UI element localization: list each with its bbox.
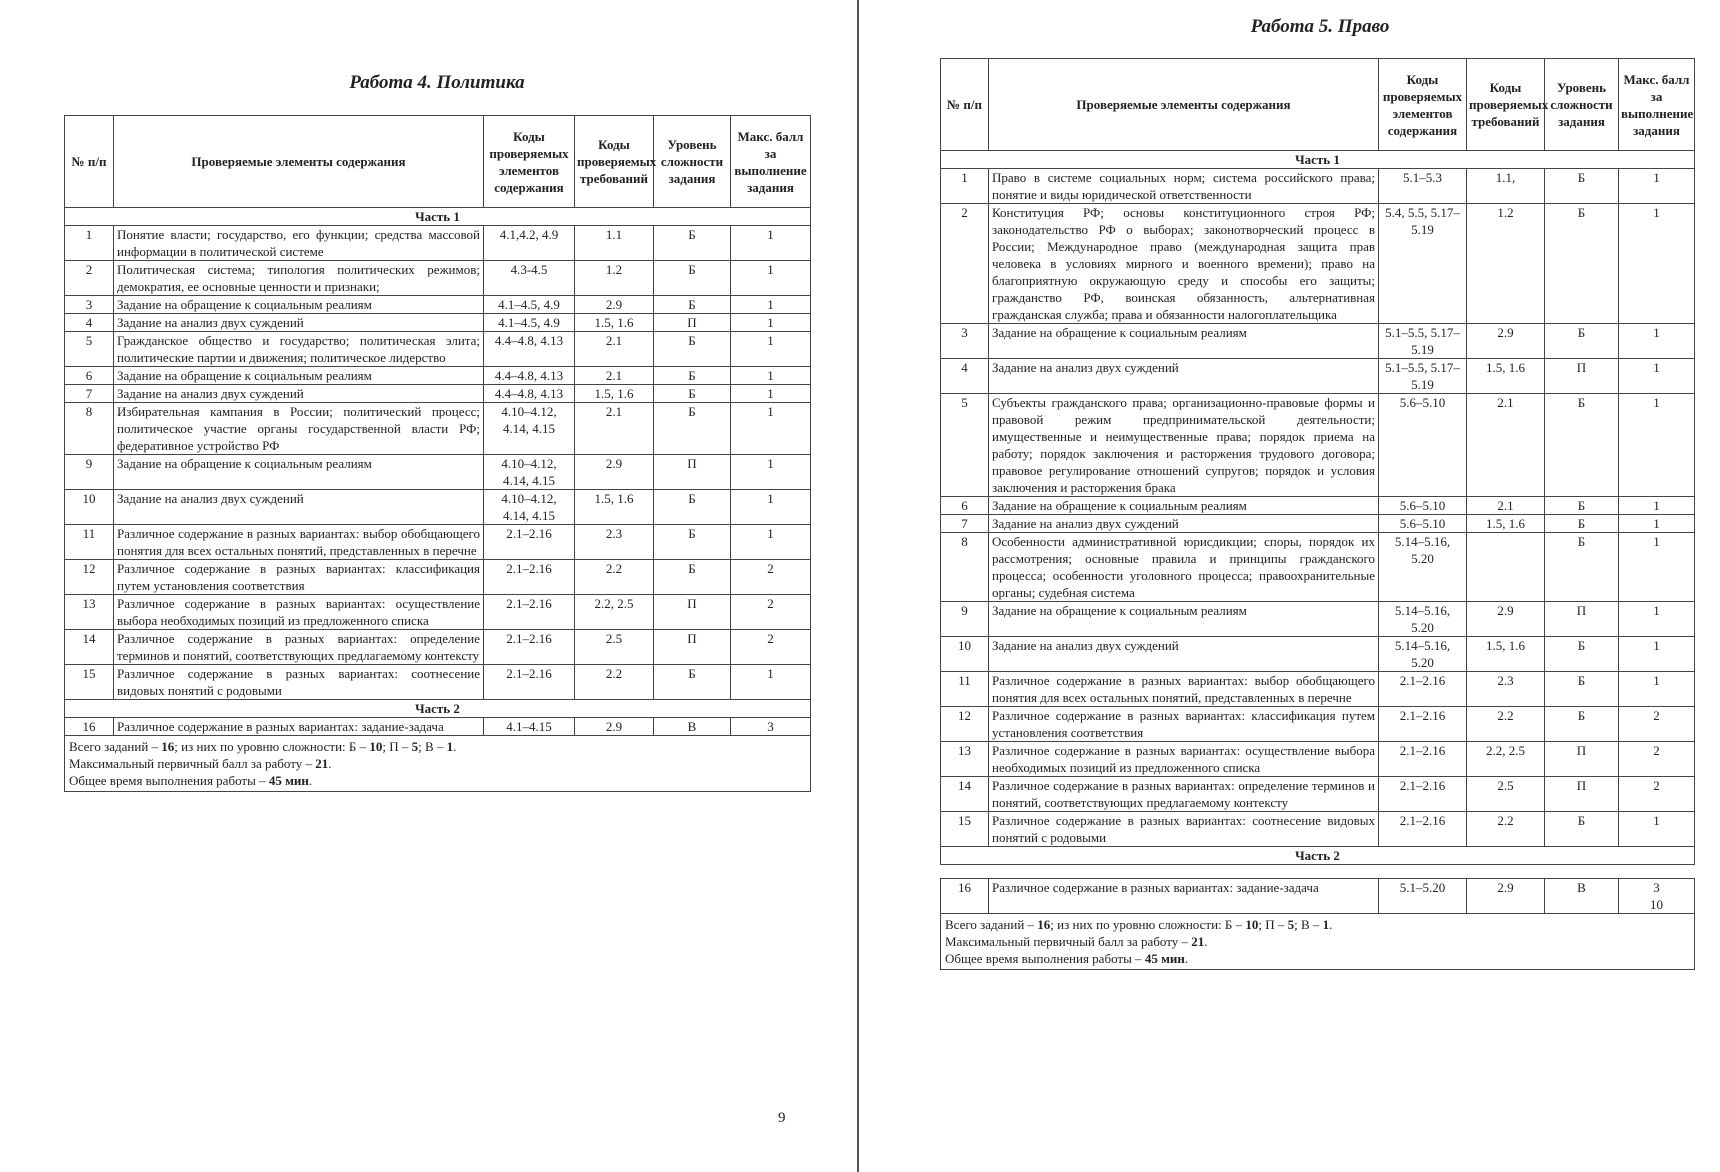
table-row xyxy=(941,169,1695,204)
row-req: 2.3 xyxy=(575,525,654,560)
row-codes: 2.1–2.16 xyxy=(484,665,575,700)
summary-row xyxy=(65,736,811,792)
row-score: 1 xyxy=(1619,169,1695,204)
row-score-value: 3 xyxy=(1653,880,1660,895)
row-req: 2.9 xyxy=(1467,602,1545,637)
row-codes: 2.1–2.16 xyxy=(1379,777,1467,812)
part-row xyxy=(65,208,811,226)
row-req: 1.1, xyxy=(1467,169,1545,204)
summary-total-tasks: Всего заданий – 16; из них по уровню сложности: Б – 10; П – 5; В – 1. xyxy=(69,739,457,754)
row-req xyxy=(1467,533,1545,602)
row-score: 1 xyxy=(1619,359,1695,394)
row-score: 1 xyxy=(731,490,811,525)
row-req: 2.1 xyxy=(1467,497,1545,515)
summary-total-tasks: Всего заданий – 16; из них по уровню сложности: Б – 10; П – 5; В – 1. xyxy=(945,917,1333,932)
row-level: П xyxy=(654,455,731,490)
row-text: Различное содержание в разных вариантах: задание-задача xyxy=(114,718,484,736)
row-codes: 5.4, 5.5, 5.17–5.19 xyxy=(1379,204,1467,324)
table-row xyxy=(941,742,1695,777)
row-score: 1 xyxy=(1619,637,1695,672)
row-codes: 4.1–4.15 xyxy=(484,718,575,736)
row-score: 1 xyxy=(731,332,811,367)
row-req: 2.9 xyxy=(575,455,654,490)
row-level: П xyxy=(1545,777,1619,812)
row-number: 14 xyxy=(65,630,114,665)
row-codes: 4.1–4.5, 4.9 xyxy=(484,296,575,314)
row-number: 16 xyxy=(941,879,989,914)
row-number: 11 xyxy=(941,672,989,707)
table-row xyxy=(65,296,811,314)
row-score: 1 xyxy=(731,665,811,700)
row-score: 1 xyxy=(1619,515,1695,533)
row-text: Различное содержание в разных вариантах: задание-задача xyxy=(989,879,1379,914)
row-number: 2 xyxy=(941,204,989,324)
row-codes: 5.1–5.3 xyxy=(1379,169,1467,204)
table-row xyxy=(65,385,811,403)
page-divider xyxy=(857,0,859,1172)
row-score: 1 xyxy=(1619,394,1695,497)
row-req: 2.9 xyxy=(1467,324,1545,359)
part-label: Часть 1 xyxy=(941,151,1695,169)
table-row xyxy=(65,595,811,630)
row-text: Задание на обращение к социальным реалиям xyxy=(989,497,1379,515)
row-codes: 5.6–5.10 xyxy=(1379,515,1467,533)
row-number: 16 xyxy=(65,718,114,736)
row-level: П xyxy=(654,314,731,332)
row-codes: 2.1–2.16 xyxy=(1379,707,1467,742)
row-text: Конституция РФ; основы конституционного строя РФ; законодательство РФ о выборах; законотворческий процесс в России; Международное право (международная защита прав человека в условиях мирного и военного времени); право на благоприятную окружающую среду и способы его защиты; гражданство РФ, воинская обязанность, альтернативная гражданская служба; права и обязанности налогоплательщика xyxy=(989,204,1379,324)
row-level: П xyxy=(1545,742,1619,777)
row-req: 1.1 xyxy=(575,226,654,261)
row-score: 2 xyxy=(1619,742,1695,777)
row-codes: 4.10–4.12, 4.14, 4.15 xyxy=(484,455,575,490)
row-text: Политическая система; типология политических режимов; демократия, ее основные ценности и признаки; xyxy=(114,261,484,296)
header-elements: Проверяемые элементы содержания xyxy=(989,59,1379,151)
row-text: Различное содержание в разных вариантах: классификация путем установления соответствия xyxy=(114,560,484,595)
row-number: 5 xyxy=(941,394,989,497)
row-codes: 2.1–2.16 xyxy=(484,525,575,560)
row-text: Различное содержание в разных вариантах: определение терминов и понятий, соответствующих предлагаемому контексту xyxy=(989,777,1379,812)
table-row xyxy=(941,879,1695,914)
row-level: Б xyxy=(654,385,731,403)
row-level: Б xyxy=(654,261,731,296)
summary-row xyxy=(941,914,1695,970)
table-row xyxy=(65,630,811,665)
row-req: 2.1 xyxy=(1467,394,1545,497)
row-text: Задание на анализ двух суждений xyxy=(114,314,484,332)
row-codes: 4.1,4.2, 4.9 xyxy=(484,226,575,261)
row-level: Б xyxy=(1545,324,1619,359)
row-score: 1 xyxy=(731,226,811,261)
row-level: Б xyxy=(654,403,731,455)
header-element-codes: Коды проверяемых элементов содержания xyxy=(484,116,575,208)
row-text: Право в системе социальных норм; система российского права; понятие и виды юридической ответственности xyxy=(989,169,1379,204)
row-req: 1.5, 1.6 xyxy=(575,490,654,525)
row-number: 1 xyxy=(941,169,989,204)
row-score: 2 xyxy=(731,630,811,665)
header-elements: Проверяемые элементы содержания xyxy=(114,116,484,208)
table-row xyxy=(65,525,811,560)
header-element-codes: Коды проверяемых элементов содержания xyxy=(1379,59,1467,151)
summary-time: Общее время выполнения работы – 45 мин. xyxy=(69,773,313,788)
row-codes: 5.6–5.10 xyxy=(1379,497,1467,515)
row-level: Б xyxy=(1545,394,1619,497)
row-level: Б xyxy=(1545,637,1619,672)
row-number: 7 xyxy=(65,385,114,403)
summary-max-score: Максимальный первичный балл за работу – 21. xyxy=(69,756,332,771)
row-req: 1.5, 1.6 xyxy=(575,385,654,403)
row-level: Б xyxy=(654,490,731,525)
row-number: 4 xyxy=(65,314,114,332)
row-req: 1.2 xyxy=(1467,204,1545,324)
page-number: 9 xyxy=(778,1110,786,1126)
row-codes: 4.4–4.8, 4.13 xyxy=(484,332,575,367)
row-codes: 4.10–4.12, 4.14, 4.15 xyxy=(484,403,575,455)
row-number: 15 xyxy=(941,812,989,847)
row-codes: 2.1–2.16 xyxy=(1379,672,1467,707)
table-row xyxy=(941,533,1695,602)
row-text: Избирательная кампания в России; политический процесс; политическое участие органы государственной власти РФ; федеративное устройство РФ xyxy=(114,403,484,455)
row-codes: 5.14–5.16, 5.20 xyxy=(1379,533,1467,602)
row-number: 10 xyxy=(941,637,989,672)
row-score: 1 xyxy=(731,403,811,455)
row-score: 1 xyxy=(1619,812,1695,847)
table-row xyxy=(65,665,811,700)
row-req: 2.2, 2.5 xyxy=(575,595,654,630)
row-codes: 5.1–5.5, 5.17–5.19 xyxy=(1379,359,1467,394)
row-req: 2.5 xyxy=(1467,777,1545,812)
row-number: 8 xyxy=(941,533,989,602)
row-codes: 5.1–5.20 xyxy=(1379,879,1467,914)
row-score: 1 xyxy=(1619,497,1695,515)
row-req: 2.1 xyxy=(575,403,654,455)
row-score: 1 xyxy=(1619,324,1695,359)
table-row xyxy=(941,707,1695,742)
table-row xyxy=(941,394,1695,497)
row-number: 10 xyxy=(65,490,114,525)
part-label: Часть 1 xyxy=(65,208,811,226)
row-text: Задание на анализ двух суждений xyxy=(989,515,1379,533)
row-text: Задание на анализ двух суждений xyxy=(114,385,484,403)
table-row xyxy=(941,672,1695,707)
table-row xyxy=(941,602,1695,637)
row-codes: 5.6–5.10 xyxy=(1379,394,1467,497)
row-score: 1 xyxy=(731,314,811,332)
row-score: 1 xyxy=(1619,672,1695,707)
table-row xyxy=(65,490,811,525)
row-level: В xyxy=(654,718,731,736)
row-text: Различное содержание в разных вариантах: соотнесение видовых понятий с родовыми xyxy=(989,812,1379,847)
table-row xyxy=(941,637,1695,672)
row-text: Особенности административной юрисдикции; споры, порядок их рассмотрения; основные правила и принципы гражданского процесса; особенности уголовного процесса; правоохранительные органы; судебная система xyxy=(989,533,1379,602)
table-row xyxy=(65,367,811,385)
row-text: Различное содержание в разных вариантах: осуществление выбора необходимых позиций из предложенного списка xyxy=(114,595,484,630)
row-req: 2.2, 2.5 xyxy=(1467,742,1545,777)
row-req: 1.5, 1.6 xyxy=(575,314,654,332)
row-number: 4 xyxy=(941,359,989,394)
row-codes: 2.1–2.16 xyxy=(484,560,575,595)
row-score: 2 xyxy=(731,560,811,595)
row-codes: 5.14–5.16, 5.20 xyxy=(1379,637,1467,672)
row-text: Задание на анализ двух суждений xyxy=(989,637,1379,672)
row-text: Задание на обращение к социальным реалиям xyxy=(114,296,484,314)
row-req: 2.2 xyxy=(1467,707,1545,742)
row-req: 2.3 xyxy=(1467,672,1545,707)
row-req: 2.9 xyxy=(1467,879,1545,914)
table-row xyxy=(65,718,811,736)
row-req: 2.2 xyxy=(1467,812,1545,847)
row-text: Различное содержание в разных вариантах: выбор обобщающего понятия для всех остальных понятий, представленных в перечне xyxy=(114,525,484,560)
row-text: Гражданское общество и государство; политическая элита; политические партии и движения; политическое лидерство xyxy=(114,332,484,367)
row-level: Б xyxy=(1545,707,1619,742)
row-text: Различное содержание в разных вариантах: определение терминов и понятий, соответствующих предлагаемому контексту xyxy=(114,630,484,665)
row-req: 1.5, 1.6 xyxy=(1467,359,1545,394)
part-label: Часть 2 xyxy=(941,847,1695,865)
row-level: Б xyxy=(654,665,731,700)
row-number: 14 xyxy=(941,777,989,812)
row-text: Различное содержание в разных вариантах: выбор обобщающего понятия для всех остальных понятий, представленных в перечне xyxy=(989,672,1379,707)
row-text: Понятие власти; государство, его функции; средства массовой информации в политической системе xyxy=(114,226,484,261)
table-row xyxy=(65,261,811,296)
spacer-cell xyxy=(941,865,1695,879)
row-text: Задание на обращение к социальным реалиям xyxy=(114,455,484,490)
header-difficulty: Уровень сложности задания xyxy=(1545,59,1619,151)
row-number: 5 xyxy=(65,332,114,367)
row-score xyxy=(1619,879,1695,914)
row-req: 1.5, 1.6 xyxy=(1467,637,1545,672)
row-level: Б xyxy=(654,525,731,560)
row-req: 1.5, 1.6 xyxy=(1467,515,1545,533)
row-text: Различное содержание в разных вариантах: классификация путем установления соответствия xyxy=(989,707,1379,742)
row-codes: 4.4–4.8, 4.13 xyxy=(484,367,575,385)
table-row xyxy=(941,515,1695,533)
row-score: 1 xyxy=(731,367,811,385)
row-codes: 2.1–2.16 xyxy=(1379,812,1467,847)
row-level: П xyxy=(654,630,731,665)
table-row xyxy=(65,455,811,490)
summary-cell xyxy=(941,914,1695,970)
row-level: Б xyxy=(1545,497,1619,515)
row-number: 15 xyxy=(65,665,114,700)
header-max-score: Макс. балл за выполнение задания xyxy=(1619,59,1695,151)
header-requirement-codes: Коды проверяемых требований xyxy=(575,116,654,208)
header-difficulty: Уровень сложности задания xyxy=(654,116,731,208)
table-row xyxy=(65,560,811,595)
row-number: 11 xyxy=(65,525,114,560)
row-codes: 4.10–4.12, 4.14, 4.15 xyxy=(484,490,575,525)
row-number: 9 xyxy=(65,455,114,490)
header-requirement-codes: Коды проверяемых требований xyxy=(1467,59,1545,151)
right-page xyxy=(860,0,1720,1172)
row-number: 1 xyxy=(65,226,114,261)
row-level: Б xyxy=(654,226,731,261)
row-number: 9 xyxy=(941,602,989,637)
row-score: 1 xyxy=(731,296,811,314)
row-level: Б xyxy=(654,560,731,595)
row-score: 1 xyxy=(1619,204,1695,324)
summary-time: Общее время выполнения работы – 45 мин. xyxy=(945,951,1189,966)
part-row xyxy=(941,847,1695,865)
row-level: Б xyxy=(1545,812,1619,847)
table-row xyxy=(65,332,811,367)
row-number: 2 xyxy=(65,261,114,296)
row-codes: 2.1–2.16 xyxy=(484,630,575,665)
row-text: Субъекты гражданского права; организационно-правовые формы и правовой режим предпринимательской деятельности; имущественные и неимущественные права; порядок приема на работу; порядок заключения и расторжения трудового договора; правовое регулирование отношений супругов; порядок и условия заключения и расторжения брака xyxy=(989,394,1379,497)
row-level: Б xyxy=(1545,672,1619,707)
part-row xyxy=(941,151,1695,169)
table-row xyxy=(65,403,811,455)
row-number: 3 xyxy=(941,324,989,359)
row-codes: 5.1–5.5, 5.17–5.19 xyxy=(1379,324,1467,359)
table-row xyxy=(941,324,1695,359)
row-level: Б xyxy=(1545,515,1619,533)
row-number: 7 xyxy=(941,515,989,533)
row-text: Задание на обращение к социальным реалиям xyxy=(989,324,1379,359)
row-codes: 2.1–2.16 xyxy=(484,595,575,630)
row-number: 12 xyxy=(941,707,989,742)
table-row xyxy=(941,497,1695,515)
row-req: 2.1 xyxy=(575,332,654,367)
table-row xyxy=(941,204,1695,324)
page-number: 10 xyxy=(1650,897,1663,912)
summary-cell xyxy=(65,736,811,792)
table-row xyxy=(65,314,811,332)
row-score: 1 xyxy=(731,385,811,403)
right-page-title: Работа 5. Право xyxy=(1250,16,1390,37)
row-number: 13 xyxy=(941,742,989,777)
table-row xyxy=(65,226,811,261)
table-row xyxy=(941,777,1695,812)
row-level: Б xyxy=(654,332,731,367)
row-level: Б xyxy=(1545,204,1619,324)
row-req: 2.2 xyxy=(575,665,654,700)
row-codes: 2.1–2.16 xyxy=(1379,742,1467,777)
row-level: П xyxy=(1545,602,1619,637)
row-text: Задание на анализ двух суждений xyxy=(114,490,484,525)
row-number: 6 xyxy=(941,497,989,515)
header-max-score: Макс. балл за выполнение задания xyxy=(731,116,811,208)
row-level: П xyxy=(1545,359,1619,394)
row-req: 2.2 xyxy=(575,560,654,595)
row-score: 1 xyxy=(731,525,811,560)
row-number: 12 xyxy=(65,560,114,595)
row-level: Б xyxy=(1545,169,1619,204)
row-req: 2.1 xyxy=(575,367,654,385)
spacer-row xyxy=(941,865,1695,879)
header-number: № п/п xyxy=(65,116,114,208)
row-score: 2 xyxy=(1619,707,1695,742)
row-score: 1 xyxy=(1619,602,1695,637)
row-text: Различное содержание в разных вариантах: осуществление выбора необходимых позиций из предложенного списка xyxy=(989,742,1379,777)
left-page-title: Работа 4. Политика xyxy=(349,72,525,93)
row-text: Задание на анализ двух суждений xyxy=(989,359,1379,394)
part-row xyxy=(65,700,811,718)
row-codes: 4.1–4.5, 4.9 xyxy=(484,314,575,332)
left-table xyxy=(64,115,811,792)
row-text: Различное содержание в разных вариантах: соотнесение видовых понятий с родовыми xyxy=(114,665,484,700)
row-text: Задание на обращение к социальным реалиям xyxy=(989,602,1379,637)
row-level: П xyxy=(654,595,731,630)
row-text: Задание на обращение к социальным реалиям xyxy=(114,367,484,385)
left-header-row xyxy=(65,116,811,208)
row-level: Б xyxy=(1545,533,1619,602)
row-level: Б xyxy=(654,296,731,314)
row-score: 1 xyxy=(731,455,811,490)
row-codes: 4.4–4.8, 4.13 xyxy=(484,385,575,403)
right-table xyxy=(940,58,1695,970)
table-row xyxy=(941,812,1695,847)
row-req: 2.9 xyxy=(575,718,654,736)
row-req: 1.2 xyxy=(575,261,654,296)
row-req: 2.9 xyxy=(575,296,654,314)
table-row xyxy=(941,359,1695,394)
row-level: Б xyxy=(654,367,731,385)
row-number: 6 xyxy=(65,367,114,385)
row-score: 2 xyxy=(731,595,811,630)
row-number: 3 xyxy=(65,296,114,314)
row-score: 1 xyxy=(731,261,811,296)
left-page xyxy=(0,0,858,1172)
row-score: 1 xyxy=(1619,533,1695,602)
header-number: № п/п xyxy=(941,59,989,151)
row-number: 8 xyxy=(65,403,114,455)
row-req: 2.5 xyxy=(575,630,654,665)
row-codes: 5.14–5.16, 5.20 xyxy=(1379,602,1467,637)
right-header-row xyxy=(941,59,1695,151)
row-codes: 4.3-4.5 xyxy=(484,261,575,296)
row-level: В xyxy=(1545,879,1619,914)
part-label: Часть 2 xyxy=(65,700,811,718)
row-score: 2 xyxy=(1619,777,1695,812)
summary-max-score: Максимальный первичный балл за работу – 21. xyxy=(945,934,1208,949)
row-score: 3 xyxy=(731,718,811,736)
row-number: 13 xyxy=(65,595,114,630)
